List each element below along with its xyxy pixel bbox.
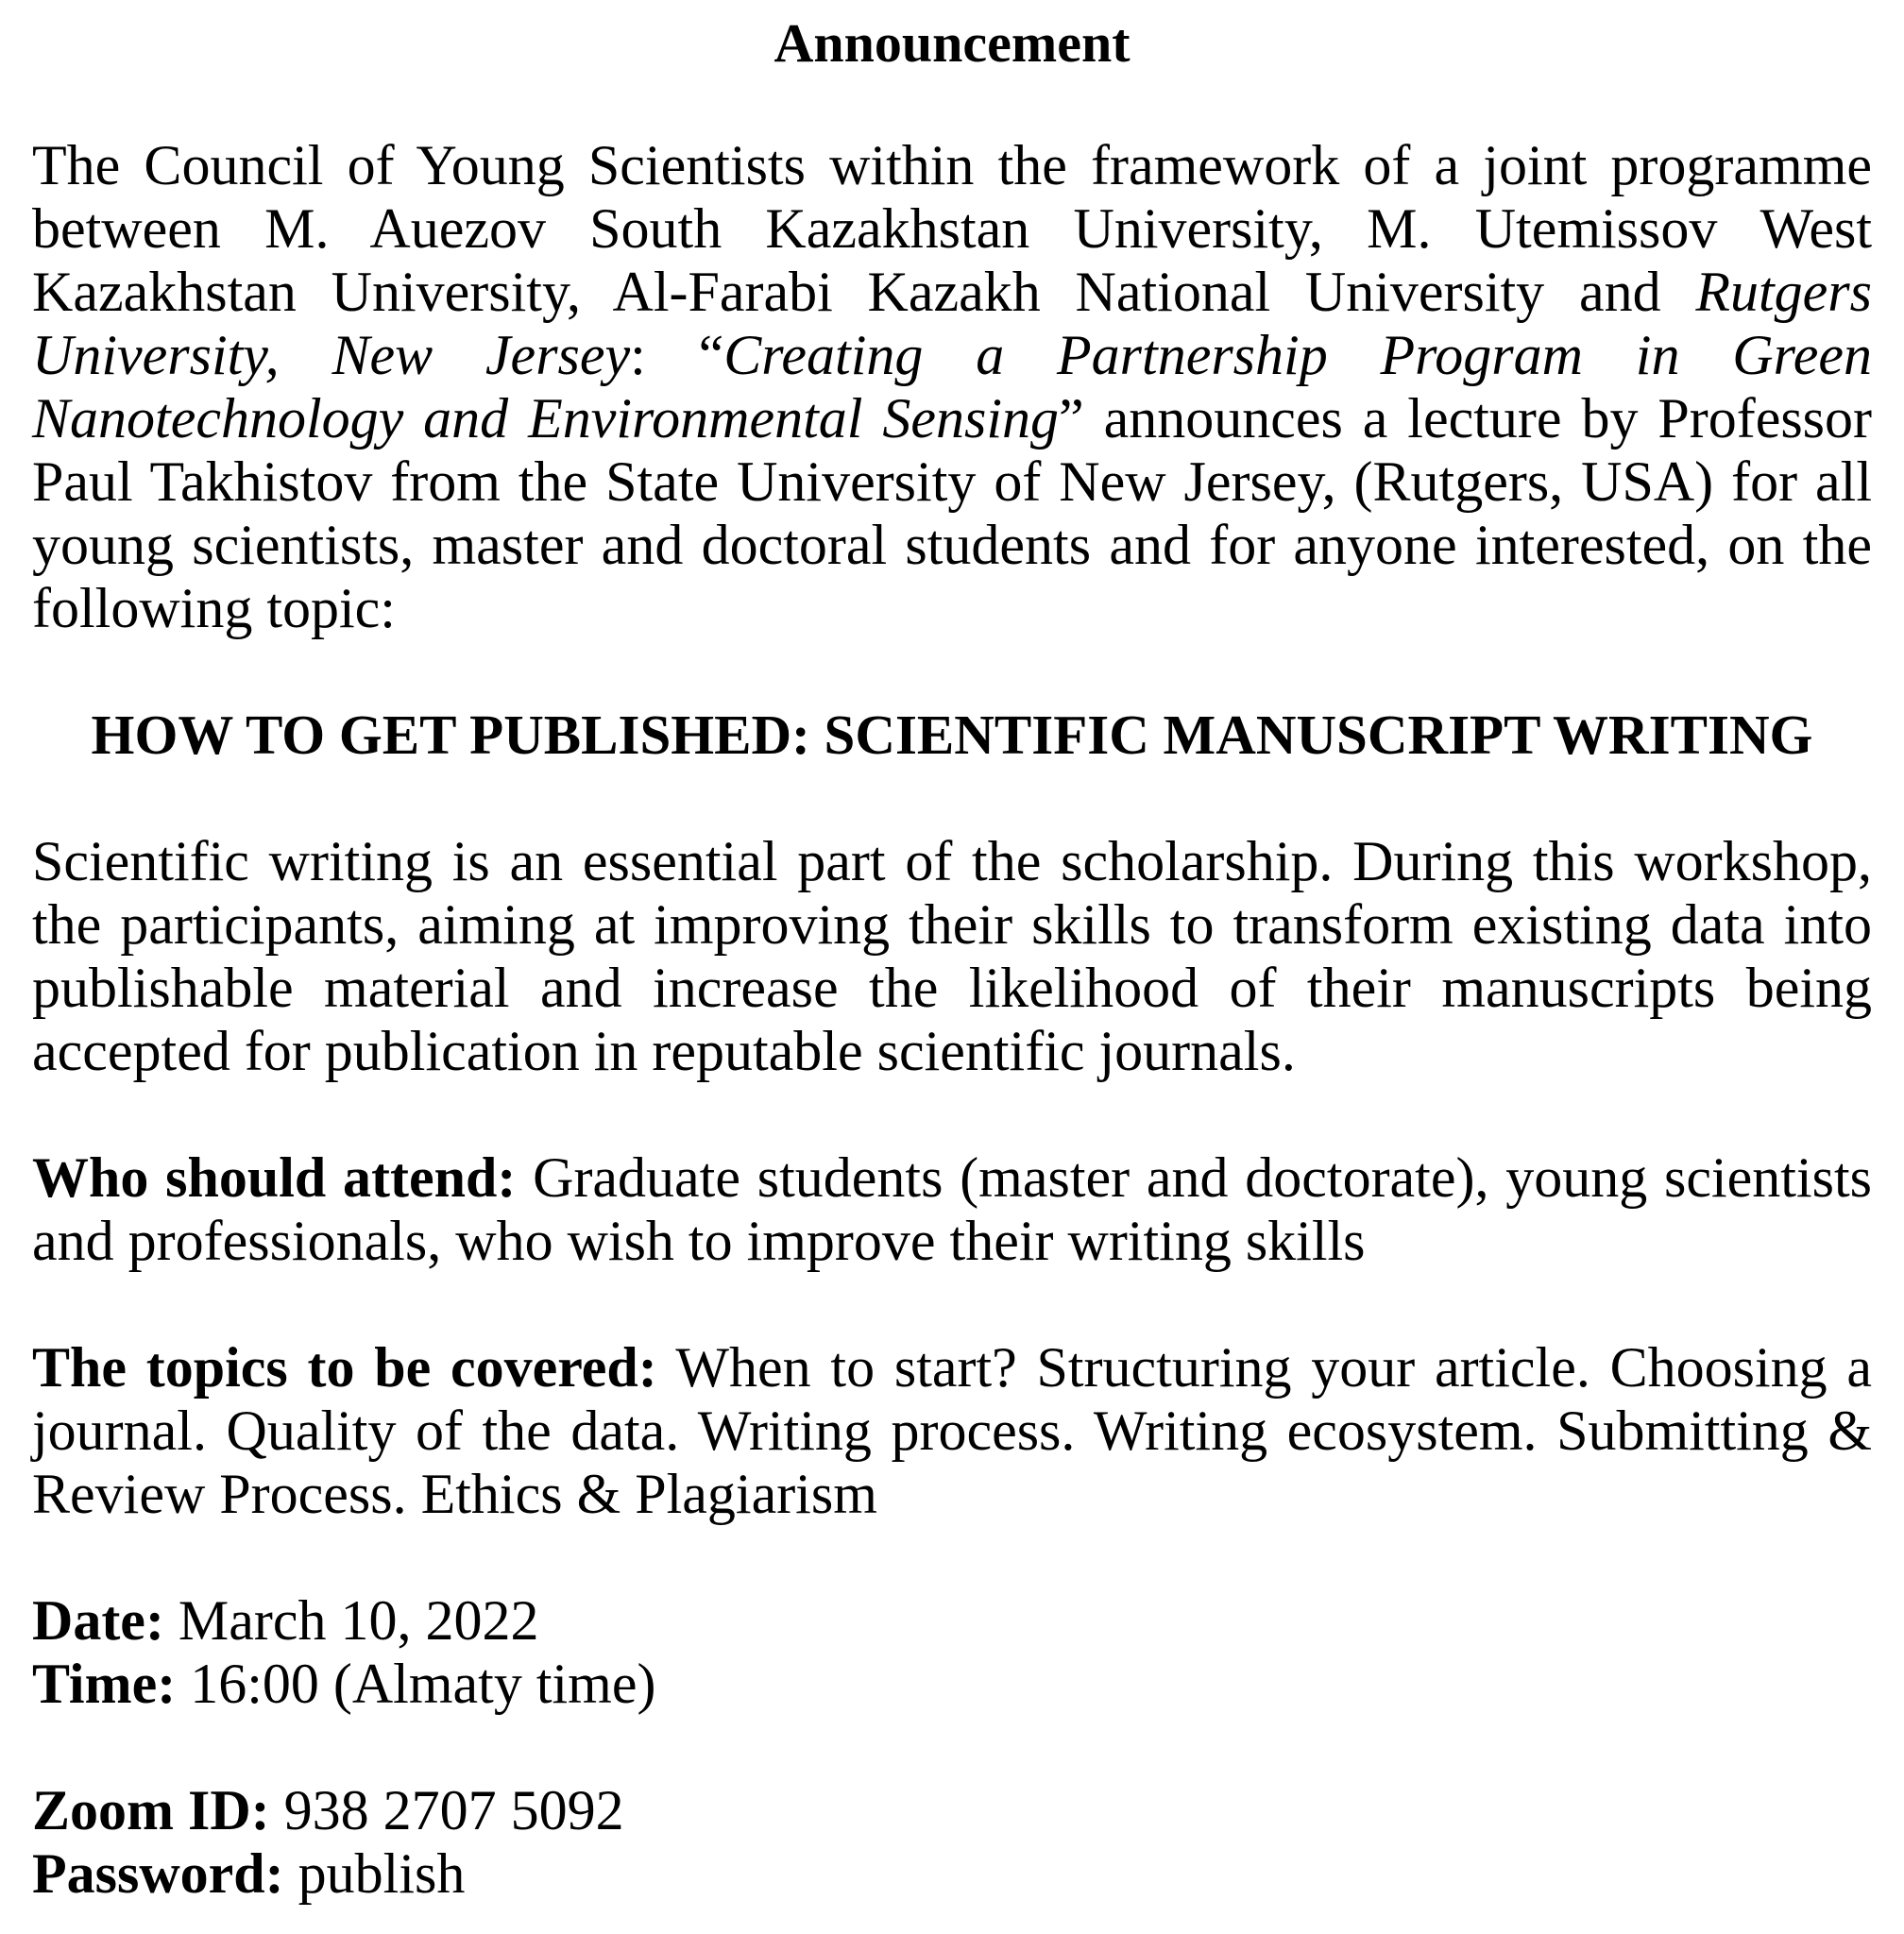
- audience-paragraph: [32, 1146, 1872, 1273]
- zoom-id-label: Zoom ID:: [32, 1779, 270, 1841]
- intro-paragraph: [32, 134, 1872, 640]
- topics-text: When to start? Structuring your article. Choosing a journal. Quality of the data. Writing process. Writing ecosystem. Submitting & Review Process. Ethics & Plagiarism: [32, 1336, 1872, 1525]
- time-label: Time:: [32, 1653, 177, 1715]
- time-value: 16:00 (Almaty time): [176, 1653, 656, 1715]
- lecture-topic: HOW TO GET PUBLISHED: SCIENTIFIC MANUSCRIPT WRITING: [91, 704, 1813, 766]
- password-line: [32, 1842, 1872, 1906]
- rutgers-name: Rutgers University, New Jersey: [32, 261, 1872, 386]
- time-line: [32, 1653, 1872, 1716]
- date-value: March 10, 2022: [163, 1589, 539, 1652]
- intro-text-end: ” announces a lecture by Professor Paul Takhistov from the State University of New Jersey, (Rutgers, USA) for all young scientists, master and doctoral students and for anyone interested, on the following topic:: [32, 387, 1873, 639]
- description-paragraph: Scientific writing is an essential part of the scholarship. During this workshop, the participants, aiming at improving their skills to transform existing data into publishable material and increase the likelihood of their manuscripts being accepted for publication in reputable scientific journals.: [32, 830, 1872, 1082]
- page-title: Announcement: [774, 12, 1130, 74]
- audience-label: Who should attend:: [32, 1146, 517, 1209]
- zoom-id-value: 938 2707 5092: [269, 1779, 624, 1841]
- intro-text-start: The Council of Young Scientists within the framework of a joint programme between M. Auezov South Kazakhstan University, M. Utemissov West Kazakhstan University, Al-Farabi Kazakh National University and: [32, 134, 1872, 323]
- date-label: Date:: [32, 1589, 164, 1652]
- password-value: publish: [283, 1842, 466, 1905]
- zoom-id-line: [32, 1779, 1872, 1842]
- audience-text: Graduate students (master and doctorate), young scientists and professionals, who wish to improve their writing skills: [32, 1146, 1872, 1272]
- intro-colon-quote: : “: [630, 324, 724, 386]
- topics-label: The topics to be covered:: [32, 1336, 657, 1399]
- password-label: Password:: [32, 1842, 284, 1905]
- program-name: Creating a Partnership Program in Green Nanotechnology and Environmental Sensing: [32, 324, 1872, 450]
- date-line: [32, 1589, 1872, 1653]
- topics-paragraph: [32, 1336, 1872, 1526]
